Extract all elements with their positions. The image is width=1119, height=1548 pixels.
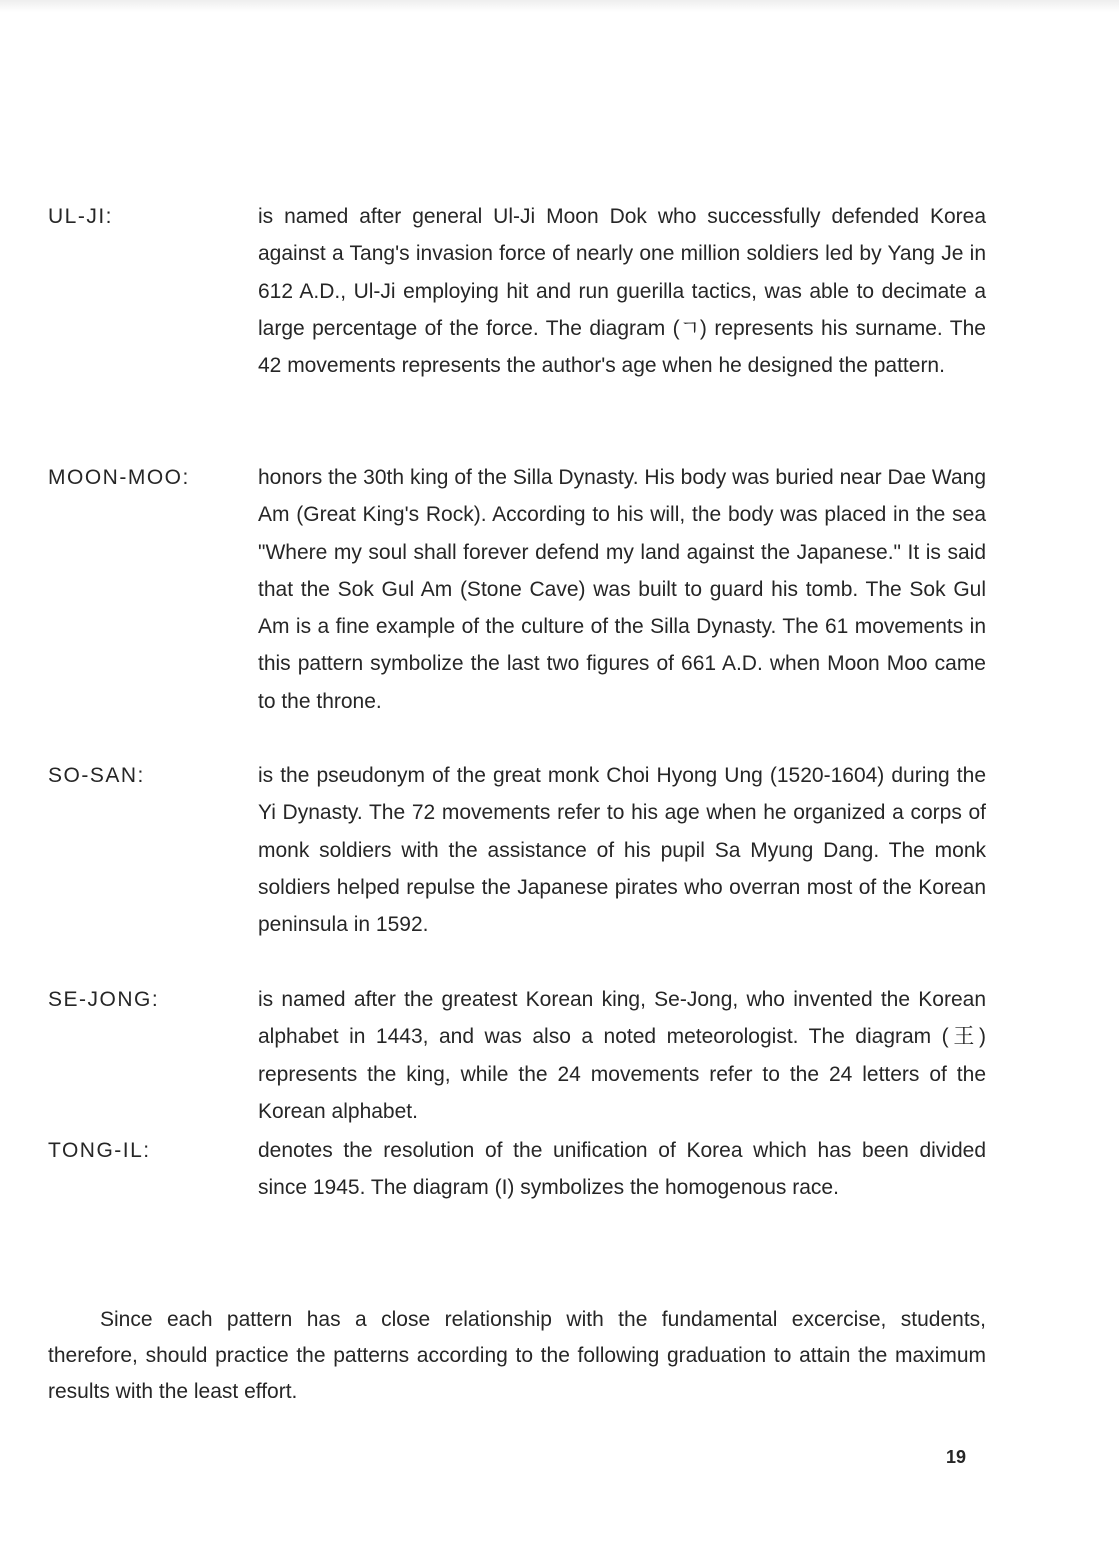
pattern-term: SE-JONG:: [48, 988, 160, 1011]
pattern-definition: is named after the greatest Korean king, Se-Jong, who invented the Korean alphabet in 1443, and was also a noted meteorologist. The diagram (王) represents the king, while the 24 movements refer to the 24 letters of the Korean alphabet.: [258, 988, 986, 1123]
pattern-term: MOON-MOO:: [48, 466, 190, 489]
pattern-term: UL-JI:: [48, 205, 114, 228]
pattern-definition: is the pseudonym of the great monk Choi Hyong Ung (1520-1604) during the Yi Dynasty. The 72 movements refer to his age when he organized a corps of monk soldiers with the assistance of his pupil Sa Myung Dang. The monk soldiers helped repulse the Japanese pirates who overran most of the Korean peninsula in 1592.: [258, 764, 986, 937]
pattern-term: SO-SAN:: [48, 764, 145, 787]
pattern-definition: honors the 30th king of the Silla Dynasty. His body was buried near Dae Wang Am (Great King's Rock). According to his will, the body was placed in the sea "Where my soul shall forever defend my land against the Japanese." It is said that the Sok Gul Am (Stone Cave) was built to guard his tomb. The Sok Gul Am is a fine example of the culture of the Silla Dynasty. The 61 movements in this pattern symbolize the last two figures of 661 A.D. when Moon Moo came to the throne.: [258, 466, 986, 713]
scan-edge-shadow: [0, 0, 1119, 12]
pattern-definition: is named after general Ul-Ji Moon Dok who successfully defended Korea against a Tang's invasion force of nearly one million soldiers led by Yang Je in 612 A.D., Ul-Ji employing hit and run guerilla tactics, was able to decimate a large percentage of the force. The diagram (ㄱ) represents his surname. The 42 movements represents the author's age when he designed the pattern.: [258, 205, 986, 378]
page-number: 19: [946, 1447, 967, 1467]
closing-paragraph: Since each pattern has a close relationship with the fundamental excercise, students, therefore, should practice the patterns according to the following graduation to attain the maximum results with the least effort.: [48, 1308, 986, 1403]
pattern-term: TONG-IL:: [48, 1139, 151, 1162]
pattern-definition: denotes the resolution of the unification of Korea which has been divided since 1945. The diagram (I) symbolizes the homogenous race.: [258, 1139, 986, 1200]
